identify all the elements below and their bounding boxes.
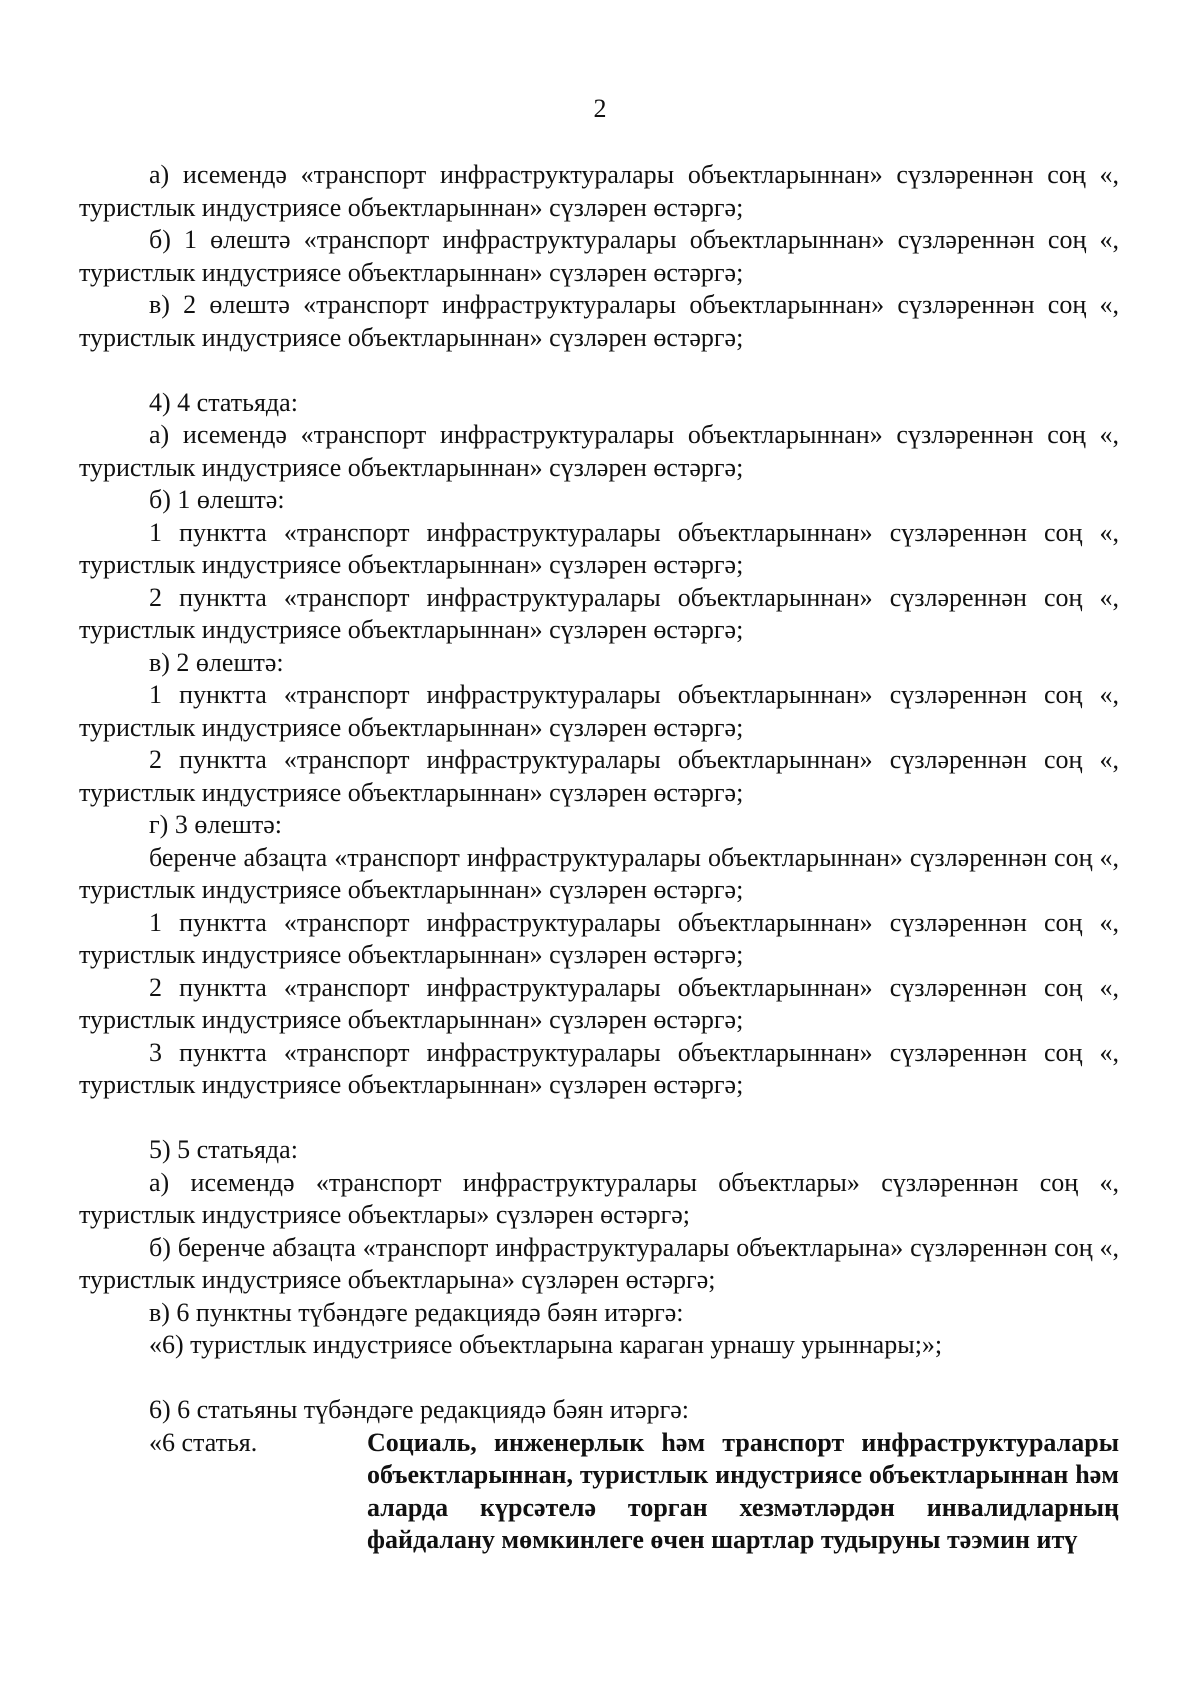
paragraph-art4-v-part2: в) 2 өлештә: [149,647,284,677]
paragraph-art4-v-item1: 1 пунктта «транспорт инфраструктуралары объектларыннан» сүзләреннән соң «, туристлык индустриясе объектларыннан» сүзләрен өстәргә; [79,680,1119,742]
paragraph-art4-g-part3: г) 3 өлештә: [149,810,282,839]
paragraph-art4-g-item3: 3 пунктта «транспорт инфраструктуралары объектларыннан» сүзләреннән соң «, туристлык индустриясе объектларыннан» сүзләрен өстәргә; [79,1037,1119,1099]
paragraph-art5-v-item6: в) 6 пунктны түбәндәге редакциядә бәян итәргә: [149,1297,684,1327]
paragraph-amend-b-part1: б) 1 өлештә «транспорт инфраструктуралары объектларыннан» сүзләреннән соң «, туристлык индустриясе объектларыннан» сүзләрен өстәргә; [79,225,1119,287]
document-body [79,159,1119,1557]
paragraph-art4-b-item1: 1 пунктта «транспорт инфраструктуралары объектларыннан» сүзләреннән соң «, туристлык индустриясе объектларыннан» сүзләрен өстәргә; [79,517,1119,579]
article-title: Социаль, инженерлык һәм транспорт инфраструктуралары объектларыннан, туристлык индустриясе объектларыннан һәм аларда күрсәтелә торган хезмәтләрдән инвалидларның файдалану мөмкинлеге өчен шартлар тудыруны тәэмин итү [367,1427,1119,1554]
paragraph-art4-a-title: а) исемендә «транспорт инфраструктуралары объектларыннан» сүзләреннән соң «, туристлык индустриясе объектларыннан» сүзләрен өстәргә; [79,420,1119,482]
article-heading [79,1427,1119,1557]
paragraph-gap [79,1362,1119,1395]
paragraph-gap [79,354,1119,387]
paragraph-art5-a-title: а) исемендә «транспорт инфраструктуралары объектлары» сүзләреннән соң «, туристлык индустриясе объектлары» сүзләрен өстәргә; [79,1167,1119,1229]
paragraph-article-5-heading: 5) 5 статьяда: [149,1135,298,1164]
paragraph-art5-b-first-abzac: б) беренче абзацта «транспорт инфраструктуралары объектларына» сүзләреннән соң «, туристлык индустриясе объектларына» сүзләрен өстәргә; [79,1232,1119,1294]
paragraph-gap [79,1102,1119,1135]
paragraph-amend-v-part2: в) 2 өлештә «транспорт инфраструктуралары объектларыннан» сүзләреннән соң «, туристлык индустриясе объектларыннан» сүзләрен өстәргә; [79,290,1119,352]
paragraph-art4-g-item2: 2 пунктта «транспорт инфраструктуралары объектларыннан» сүзләреннән соң «, туристлык индустриясе объектларыннан» сүзләрен өстәргә; [79,972,1119,1034]
paragraph-article-6-heading: 6) 6 статьяны түбәндәге редакциядә бәян итәргә: [149,1395,690,1424]
paragraph-art4-g-item1: 1 пунктта «транспорт инфраструктуралары объектларыннан» сүзләреннән соң «, туристлык индустриясе объектларыннан» сүзләрен өстәргә; [79,907,1119,969]
paragraph-amend-a-title: а) исемендә «транспорт инфраструктуралары объектларыннан» сүзләреннән соң «, туристлык индустриясе объектларыннан» сүзләрен өстәргә; [79,160,1119,222]
paragraph-art4-b-part1: б) 1 өлештә: [149,485,285,514]
paragraph-art4-g-first-abzac: беренче абзацта «транспорт инфраструктуралары объектларыннан» сүзләреннән соң «, туристлык индустриясе объектларыннан» сүзләрен өстәргә; [79,842,1119,904]
paragraph-article-4-heading: 4) 4 статьяда: [149,387,298,417]
paragraph-art4-v-item2: 2 пунктта «транспорт инфраструктуралары объектларыннан» сүзләреннән соң «, туристлык индустриясе объектларыннан» сүзләрен өстәргә; [79,745,1119,807]
article-label: «6 статья. [149,1427,258,1457]
page-number: 2 [593,94,607,123]
paragraph-art4-b-item2: 2 пунктта «транспорт инфраструктуралары объектларыннан» сүзләреннән соң «, туристлык индустриясе объектларыннан» сүзләрен өстәргә; [79,582,1119,644]
paragraph-art5-item6-text: «6) туристлык индустриясе объектларына караган урнашу урыннары;»; [149,1330,943,1359]
